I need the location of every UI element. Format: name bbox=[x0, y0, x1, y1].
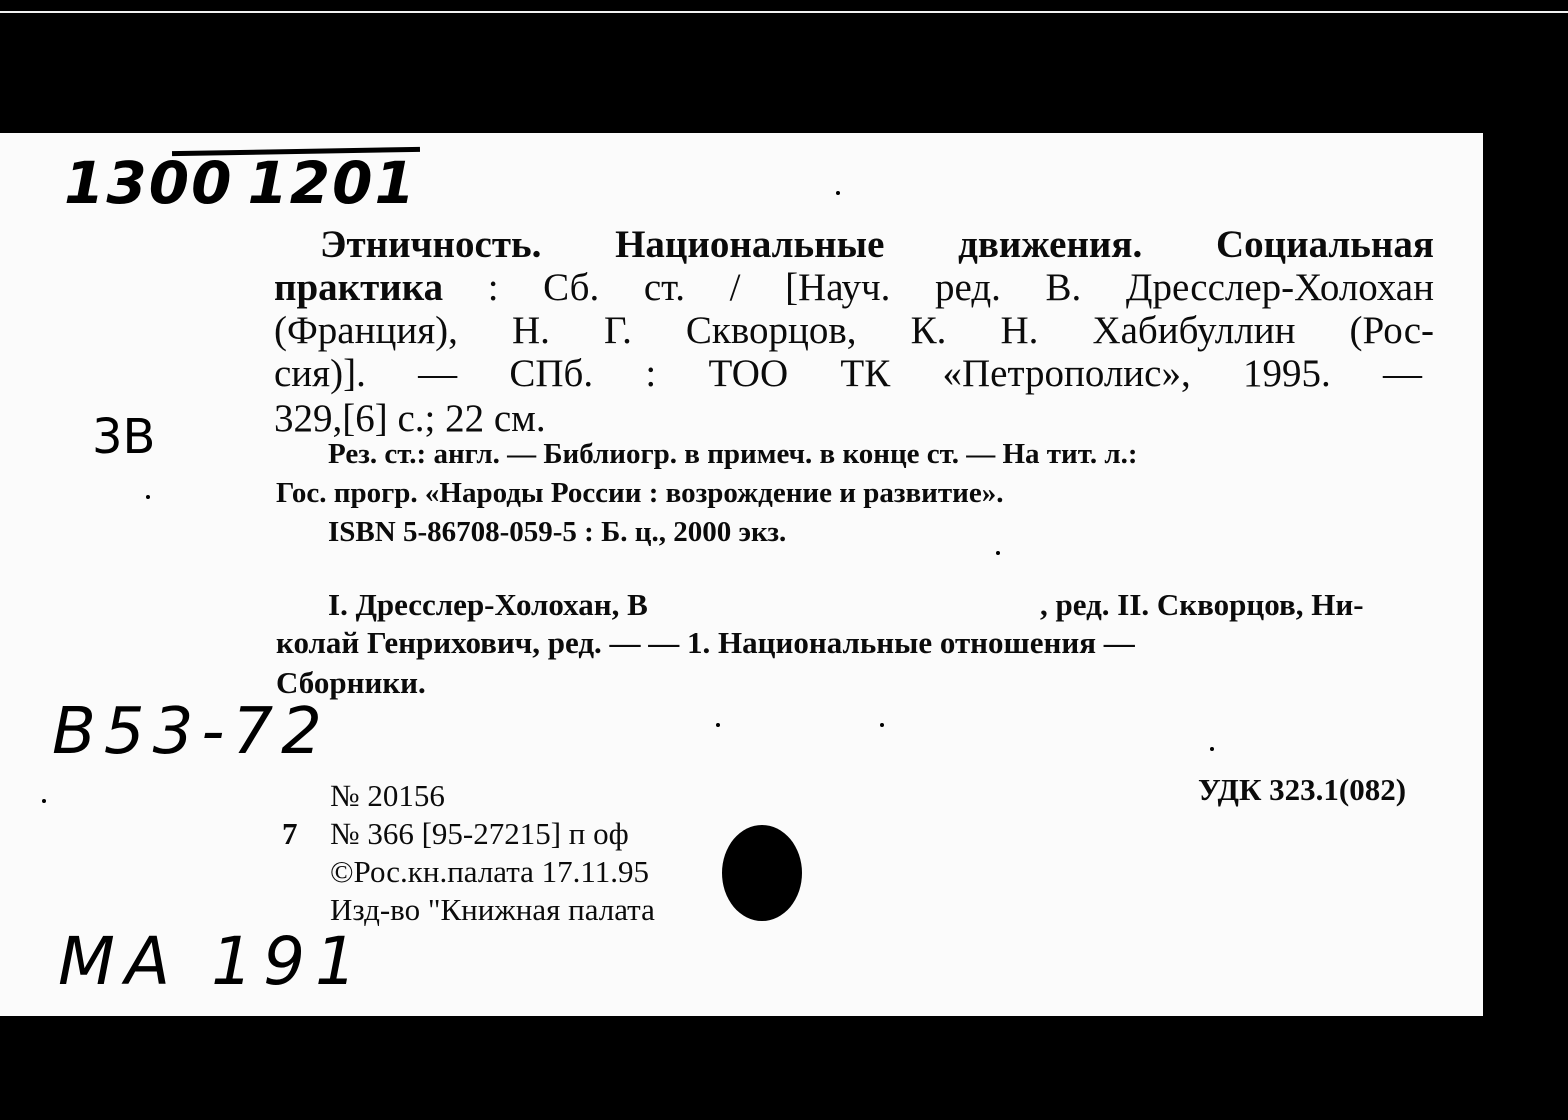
dust-speck bbox=[880, 723, 884, 727]
title-line-5: 329,[6] с.; 22 см. bbox=[274, 397, 546, 440]
title-line-3: (Франция), Н. Г. Скворцов, К. Н. Хабибуллин (Рос- bbox=[274, 309, 1434, 352]
copyright-line: ©Рос.кн.палата 17.11.95 bbox=[330, 854, 650, 889]
ink-blot bbox=[722, 825, 802, 921]
catalog-card bbox=[0, 133, 1483, 1016]
dust-speck bbox=[1210, 747, 1214, 751]
notes-line-1: Рез. ст.: англ. — Библиогр. в примеч. в конце ст. — На тит. л.: bbox=[328, 438, 1138, 470]
dust-speck bbox=[836, 191, 840, 195]
dust-speck bbox=[42, 799, 46, 803]
title-line-2 bbox=[274, 266, 1434, 309]
order-number: № 366 [95-27215] п оф bbox=[330, 816, 629, 851]
isbn-line: ISBN 5-86708-059-5 : Б. ц., 2000 экз. bbox=[328, 516, 787, 548]
dust-speck bbox=[716, 723, 720, 727]
scan-border-line bbox=[0, 11, 1568, 13]
handwritten-shelfmark: B53-72 bbox=[52, 695, 330, 769]
publisher-line: Изд-во "Книжная палата bbox=[330, 892, 655, 927]
dust-speck bbox=[996, 551, 1000, 555]
notes-line-2: Гос. прогр. «Народы России : возрождение и развитие». bbox=[276, 477, 1004, 509]
udk-code: УДК 323.1(082) bbox=[1198, 772, 1407, 807]
tracings-line-2: колай Генрихович, ред. — — 1. Национальные отношения — bbox=[276, 625, 1135, 660]
handwritten-mark-3b: 3B bbox=[92, 409, 156, 465]
tracings-line-1a: I. Дресслер-Холохан, В bbox=[328, 587, 648, 622]
handwritten-number-a: 1300 bbox=[64, 149, 234, 217]
digit-seven: 7 bbox=[282, 816, 298, 851]
dust-speck bbox=[146, 495, 150, 499]
handwritten-inventory-number bbox=[64, 149, 417, 217]
title-line-2-bold: практика bbox=[274, 266, 444, 309]
tracings-line-1b: , ред. II. Скворцов, Ни- bbox=[1040, 587, 1364, 622]
title-line-1: Этничность. Национальные движения. Социальная bbox=[320, 223, 1434, 266]
title-line-4: сия)]. — СПб. : ТОО ТК «Петрополис», 1995. — bbox=[274, 352, 1422, 395]
tracings-line-3: Сборники. bbox=[276, 665, 426, 700]
handwritten-code: MA 191 bbox=[58, 923, 368, 1000]
title-line-2-rest: : Сб. ст. / [Науч. ред. В. Дресслер-Холохан bbox=[443, 266, 1434, 309]
handwritten-number-b: 1201 bbox=[247, 149, 417, 217]
record-number: № 20156 bbox=[330, 778, 445, 813]
